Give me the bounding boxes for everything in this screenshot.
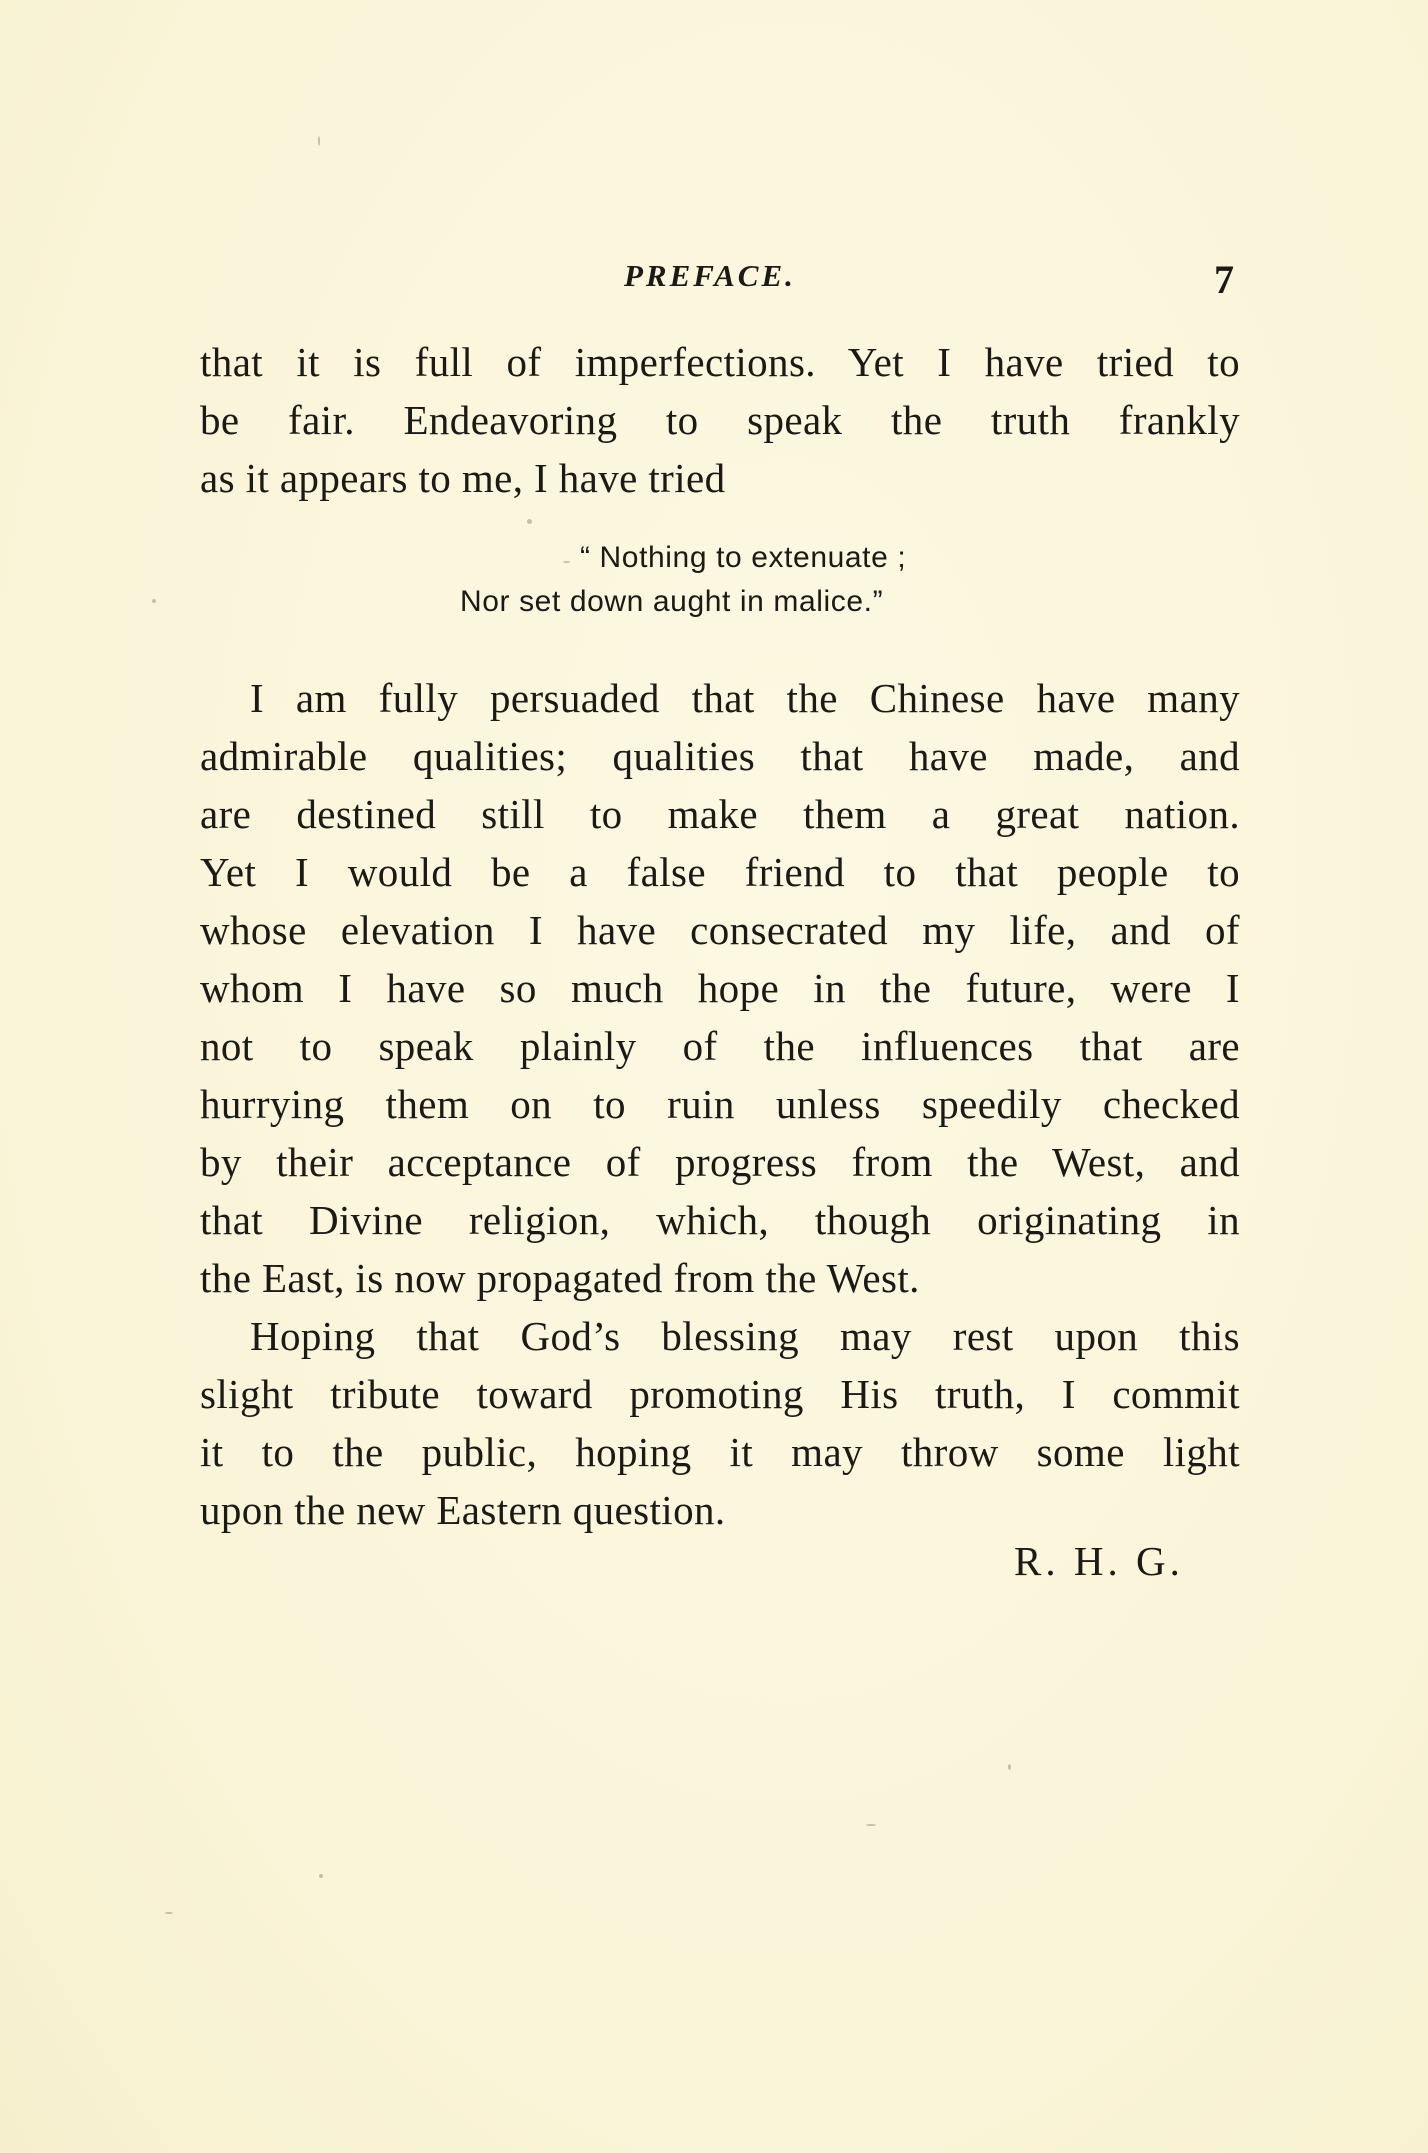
text-line: upon the new Eastern question. <box>200 1487 726 1533</box>
text-line: not to speak plainly of the influences that are <box>200 1023 1240 1069</box>
text-line: that Divine religion, which, though originating in <box>200 1197 1240 1243</box>
paper-speck <box>1008 1764 1011 1770</box>
paper-speck <box>563 561 570 563</box>
paper-speck <box>319 1874 323 1878</box>
paper-speck <box>318 136 320 146</box>
paper-speck <box>152 599 156 603</box>
text-line: as it appears to me, I have tried <box>200 455 726 501</box>
text-line: admirable qualities; qualities that have made, and <box>200 733 1240 779</box>
quote-line: Nor set down aught in malice.” <box>460 585 884 618</box>
running-title: PREFACE. <box>624 258 796 293</box>
text-line: it to the public, hoping it may throw some light <box>200 1429 1240 1475</box>
text-line: the East, is now propagated from the West. <box>200 1255 920 1301</box>
text-line: slight tribute toward promoting His truth, I commit <box>200 1371 1240 1417</box>
text-line: whose elevation I have consecrated my life, and of <box>200 907 1240 953</box>
text-line: by their acceptance of progress from the West, and <box>200 1139 1240 1185</box>
text-line: Hoping that God’s blessing may rest upon this <box>250 1313 1240 1359</box>
text-line: be fair. Endeavoring to speak the truth frankly <box>200 397 1240 443</box>
text-line: whom I have so much hope in the future, were I <box>200 965 1240 1011</box>
author-initials: R. H. G. <box>1014 1538 1184 1584</box>
paper-speck <box>165 1912 173 1914</box>
text-line: are destined still to make them a great nation. <box>200 791 1240 837</box>
text-line: that it is full of imperfections. Yet I have tried to <box>200 339 1240 385</box>
paper-speck <box>866 1824 876 1826</box>
page-number: 7 <box>1214 257 1234 302</box>
quote-line: “ Nothing to extenuate ; <box>580 541 907 574</box>
text-line: hurrying them on to ruin unless speedily checked <box>200 1081 1240 1127</box>
paper-speck <box>527 519 532 524</box>
text-line: Yet I would be a false friend to that people to <box>200 849 1240 895</box>
text-line: I am fully persuaded that the Chinese have many <box>250 675 1240 721</box>
running-header <box>0 258 1428 308</box>
